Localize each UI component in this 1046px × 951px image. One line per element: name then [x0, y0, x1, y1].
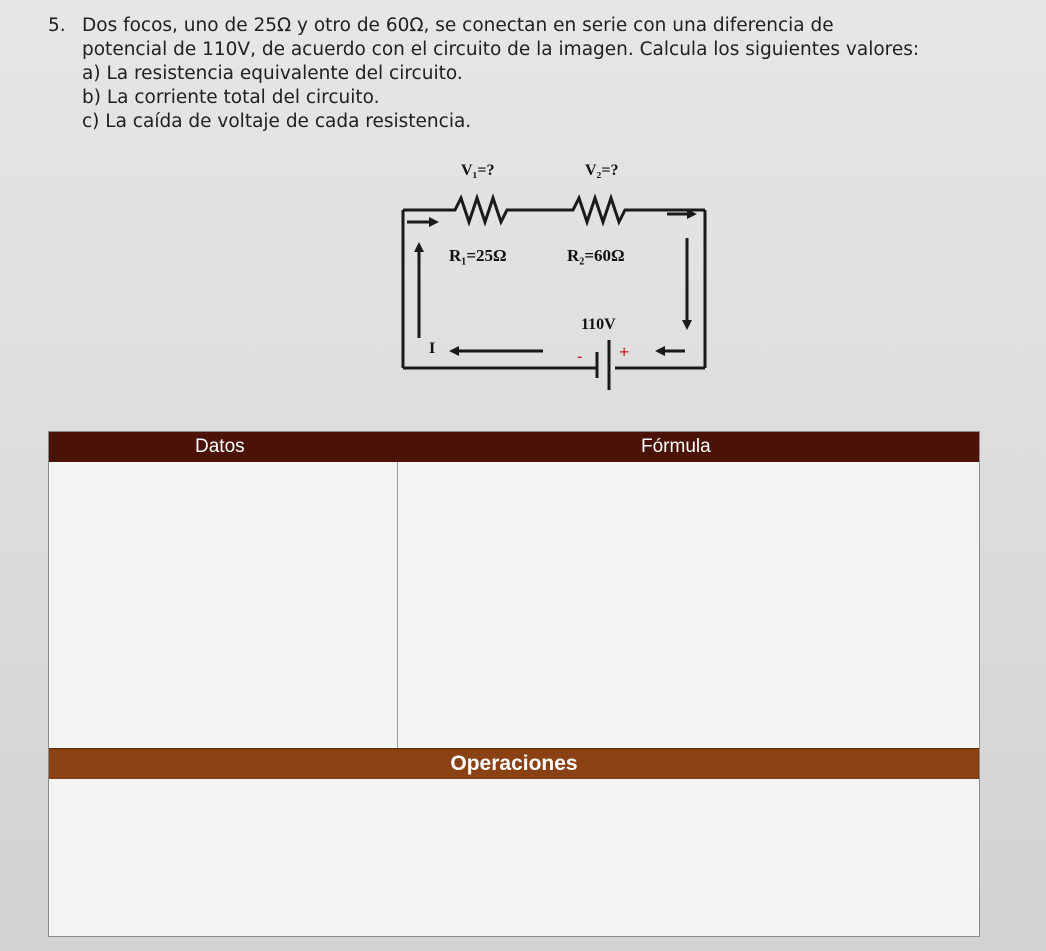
operaciones-cell[interactable] — [49, 778, 979, 936]
answer-table — [48, 431, 980, 937]
question-number: 5. — [48, 15, 66, 36]
battery-minus-sign: - — [577, 348, 583, 365]
table-header — [49, 432, 979, 462]
battery-plus-sign: + — [619, 342, 630, 362]
operaciones-bar — [49, 748, 979, 779]
source-voltage-label: 110V — [581, 316, 616, 333]
formula-cell[interactable] — [398, 462, 980, 748]
question-item-a: a) La resistencia equivalente del circuito. — [82, 63, 463, 84]
question-line-2: potencial de 110V, de acuerdo con el circuito de la imagen. Calcula los siguientes valores: — [82, 39, 920, 60]
v2-label: V₂=? — [585, 162, 619, 179]
operaciones-header: Operaciones — [450, 752, 578, 775]
r1-label: R₁=25Ω — [449, 246, 507, 265]
datos-cell[interactable] — [49, 462, 397, 748]
r2-label: R₂=60Ω — [567, 246, 625, 265]
current-label: I — [429, 340, 436, 357]
circuit-wires — [395, 160, 715, 390]
v1-label: V₁=? — [461, 162, 495, 179]
question-block — [48, 14, 1038, 134]
question-item-b: b) La corriente total del circuito. — [82, 87, 380, 108]
question-line-1: 5. Dos focos, uno de 25Ω y otro de 60Ω, se conectan en serie con una diferencia de — [48, 15, 834, 36]
datos-header: Datos — [195, 436, 245, 457]
formula-header: Fórmula — [641, 436, 711, 457]
circuit-diagram — [395, 160, 715, 390]
question-item-c: c) La caída de voltaje de cada resistencia. — [82, 111, 472, 132]
